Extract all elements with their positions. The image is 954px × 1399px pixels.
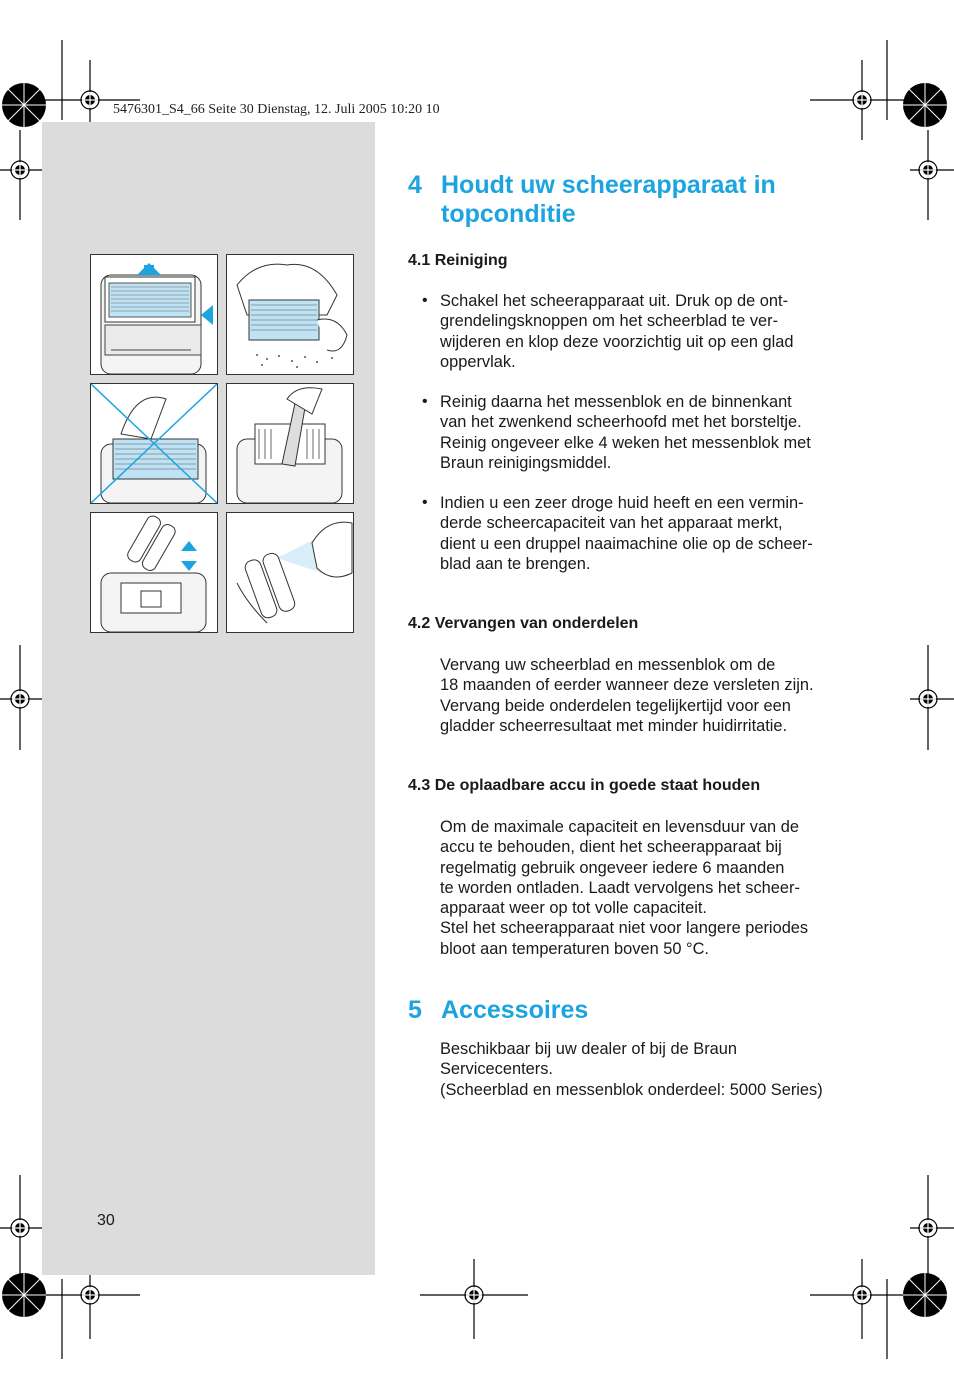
section-4-number: 4 — [408, 171, 422, 199]
print-job-header: 5476301_S4_66 Seite 30 Dienstag, 12. Juli 2005 10:20 10 — [113, 102, 440, 117]
section-4-title-line2: topconditie — [441, 200, 576, 228]
subsection-4-2-paragraph — [440, 655, 814, 736]
subsection-4-3-heading: 4.3 De oplaadbare accu in goede staat houden — [408, 777, 761, 794]
section-5-paragraph — [440, 1039, 823, 1100]
bullet-paragraph-1 — [440, 291, 794, 372]
bullet-marker: • — [422, 494, 428, 511]
text-line: (Scheerblad en messenblok onderdeel: 5000 Series) — [440, 1080, 823, 1099]
page-number: 30 — [97, 1212, 115, 1229]
text-line: Braun reinigingsmiddel. — [440, 453, 612, 472]
text-line: blad aan te brengen. — [440, 554, 591, 573]
subsection-4-2-heading: 4.2 Vervangen van onderdelen — [408, 615, 639, 632]
text-line: Vervang beide onderdelen tegelijkertijd voor een — [440, 696, 791, 715]
section-5-title-text: Accessoires — [441, 996, 589, 1024]
text-line: dient u een druppel naaimachine olie op de scheer- — [440, 534, 813, 553]
text-line: van het zwenkend scheerhoofd met het borsteltje. — [440, 413, 802, 432]
bullet-marker: • — [422, 292, 428, 309]
text-line: Servicecenters. — [440, 1060, 553, 1079]
illustration-do-not-brush-foil — [90, 383, 218, 504]
section-4-title-line1: Houdt uw scheerapparaat in — [441, 171, 776, 199]
text-line: oppervlak. — [440, 352, 516, 371]
text-line: Om de maximale capaciteit en levensduur van de — [440, 818, 799, 836]
bullet-paragraph-2 — [440, 392, 811, 473]
text-line: gladder scheerresultaat met minder huidirritatie. — [440, 716, 788, 735]
text-line: Stel het scheerapparaat niet voor langere periodes — [440, 919, 809, 938]
section-5-number: 5 — [408, 996, 422, 1024]
illustration-remove-foil — [90, 254, 218, 375]
text-line: apparaat weer op tot volle capaciteit. — [440, 899, 707, 918]
text-line: te worden ontladen. Laadt vervolgens het scheer- — [440, 878, 800, 897]
text-line: 18 maanden of eerder wanneer deze versleten zijn. — [440, 676, 814, 695]
bullet-marker: • — [422, 393, 428, 410]
illustration-brush-cutter — [226, 383, 354, 504]
illustration-replace-parts — [90, 512, 218, 633]
text-line: derde scheercapaciteit van het apparaat merkt, — [440, 514, 783, 533]
illustration-oil-foil — [226, 512, 354, 633]
text-line: Reinig daarna het messenblok en de binnenkant — [440, 393, 792, 411]
text-line: regelmatig gebruik ongeveer iedere 6 maanden — [440, 858, 785, 877]
bullet-paragraph-3 — [440, 493, 813, 574]
subsection-4-1-heading: 4.1 Reiniging — [408, 252, 508, 269]
text-line: accu te behouden, dient het scheerapparaat bij — [440, 838, 782, 857]
text-line: Indien u een zeer droge huid heeft en een vermin- — [440, 494, 804, 512]
text-line: wijderen en klop deze voorzichtig uit op een glad — [440, 332, 794, 351]
text-line: Reinig ongeveer elke 4 weken het messenblok met — [440, 433, 811, 452]
subsection-4-3-paragraph — [440, 817, 808, 959]
text-line: Beschikbaar bij uw dealer of bij de Braun — [440, 1040, 738, 1058]
text-line: Vervang uw scheerblad en messenblok om de — [440, 656, 776, 674]
text-line: bloot aan temperaturen boven 50 °C. — [440, 939, 709, 958]
illustration-tap-foil — [226, 254, 354, 375]
text-line: grendelingsknoppen om het scheerblad te ver- — [440, 312, 779, 331]
text-line: Schakel het scheerapparaat uit. Druk op de ont- — [440, 292, 789, 310]
